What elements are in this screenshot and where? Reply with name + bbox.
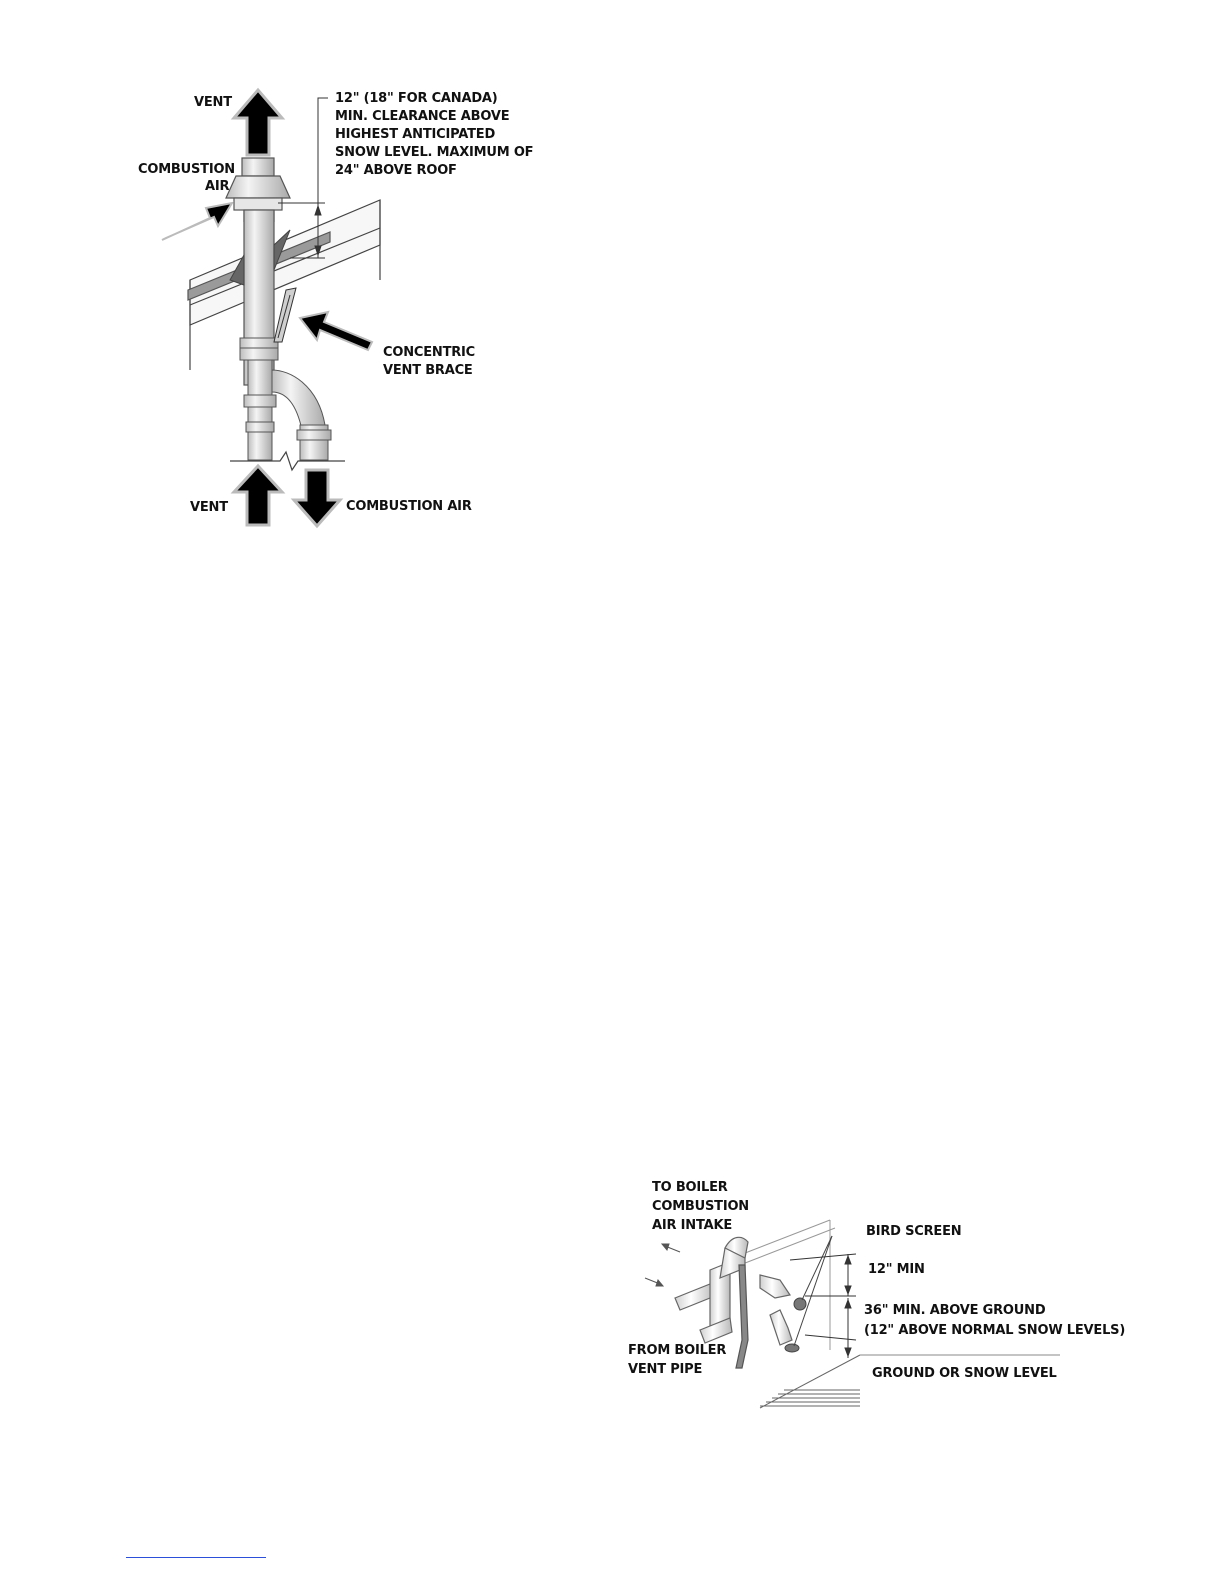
label-bird-screen: BIRD SCREEN: [866, 1224, 962, 1239]
label-from-boiler-line1: FROM BOILER: [628, 1343, 727, 1358]
label-clearance-line3: HIGHEST ANTICIPATED: [335, 127, 496, 142]
label-12-min: 12" MIN: [868, 1262, 925, 1277]
label-clearance-line1: 12" (18" FOR CANADA): [335, 91, 498, 106]
label-from-boiler-line2: VENT PIPE: [628, 1362, 703, 1377]
label-combustion-air-line1: COMBUSTION: [138, 162, 235, 177]
label-brace-line1: CONCENTRIC: [383, 345, 476, 360]
flow-arrows: [645, 1244, 680, 1286]
label-clearance-line5: 24" ABOVE ROOF: [335, 163, 457, 178]
combustion-air-arrow: [162, 203, 232, 240]
vent-up-arrow-bottom: [234, 466, 282, 525]
label-vent-top: VENT: [194, 95, 232, 110]
label-ground-level: GROUND OR SNOW LEVEL: [872, 1366, 1057, 1381]
label-to-boiler-line3: AIR INTAKE: [652, 1218, 733, 1233]
sidewall-termination-diagram: [620, 1180, 1120, 1420]
label-clearance-line2: MIN. CLEARANCE ABOVE: [335, 109, 510, 124]
label-above-ground-line1: 36" MIN. ABOVE GROUND: [864, 1303, 1046, 1318]
bird-screen-lower: [785, 1344, 799, 1352]
combustion-air-down-arrow: [294, 470, 340, 526]
label-vent-bottom: VENT: [190, 500, 228, 515]
bird-screen-upper: [794, 1298, 806, 1310]
bird-screen-leader-lines: [794, 1236, 832, 1346]
concentric-vent-brace: [274, 288, 296, 342]
label-combustion-air-bottom: COMBUSTION AIR: [346, 499, 472, 514]
label-combustion-air-line2: AIR: [205, 179, 230, 194]
label-to-boiler-line1: TO BOILER: [652, 1180, 728, 1195]
label-to-boiler-line2: COMBUSTION: [652, 1199, 749, 1214]
vent-up-arrow: [234, 90, 282, 155]
combustion-air-elbow: [272, 370, 325, 430]
vent-pipe-lower: [248, 360, 272, 460]
brace-pointer-arrow: [300, 312, 372, 350]
label-brace-line2: VENT BRACE: [383, 363, 473, 378]
footer-rule: [126, 1557, 266, 1558]
pipe-coupling: [240, 338, 278, 360]
label-above-ground-line2: (12" ABOVE NORMAL SNOW LEVELS): [864, 1323, 1126, 1338]
label-clearance-line4: SNOW LEVEL. MAXIMUM OF: [335, 145, 534, 160]
